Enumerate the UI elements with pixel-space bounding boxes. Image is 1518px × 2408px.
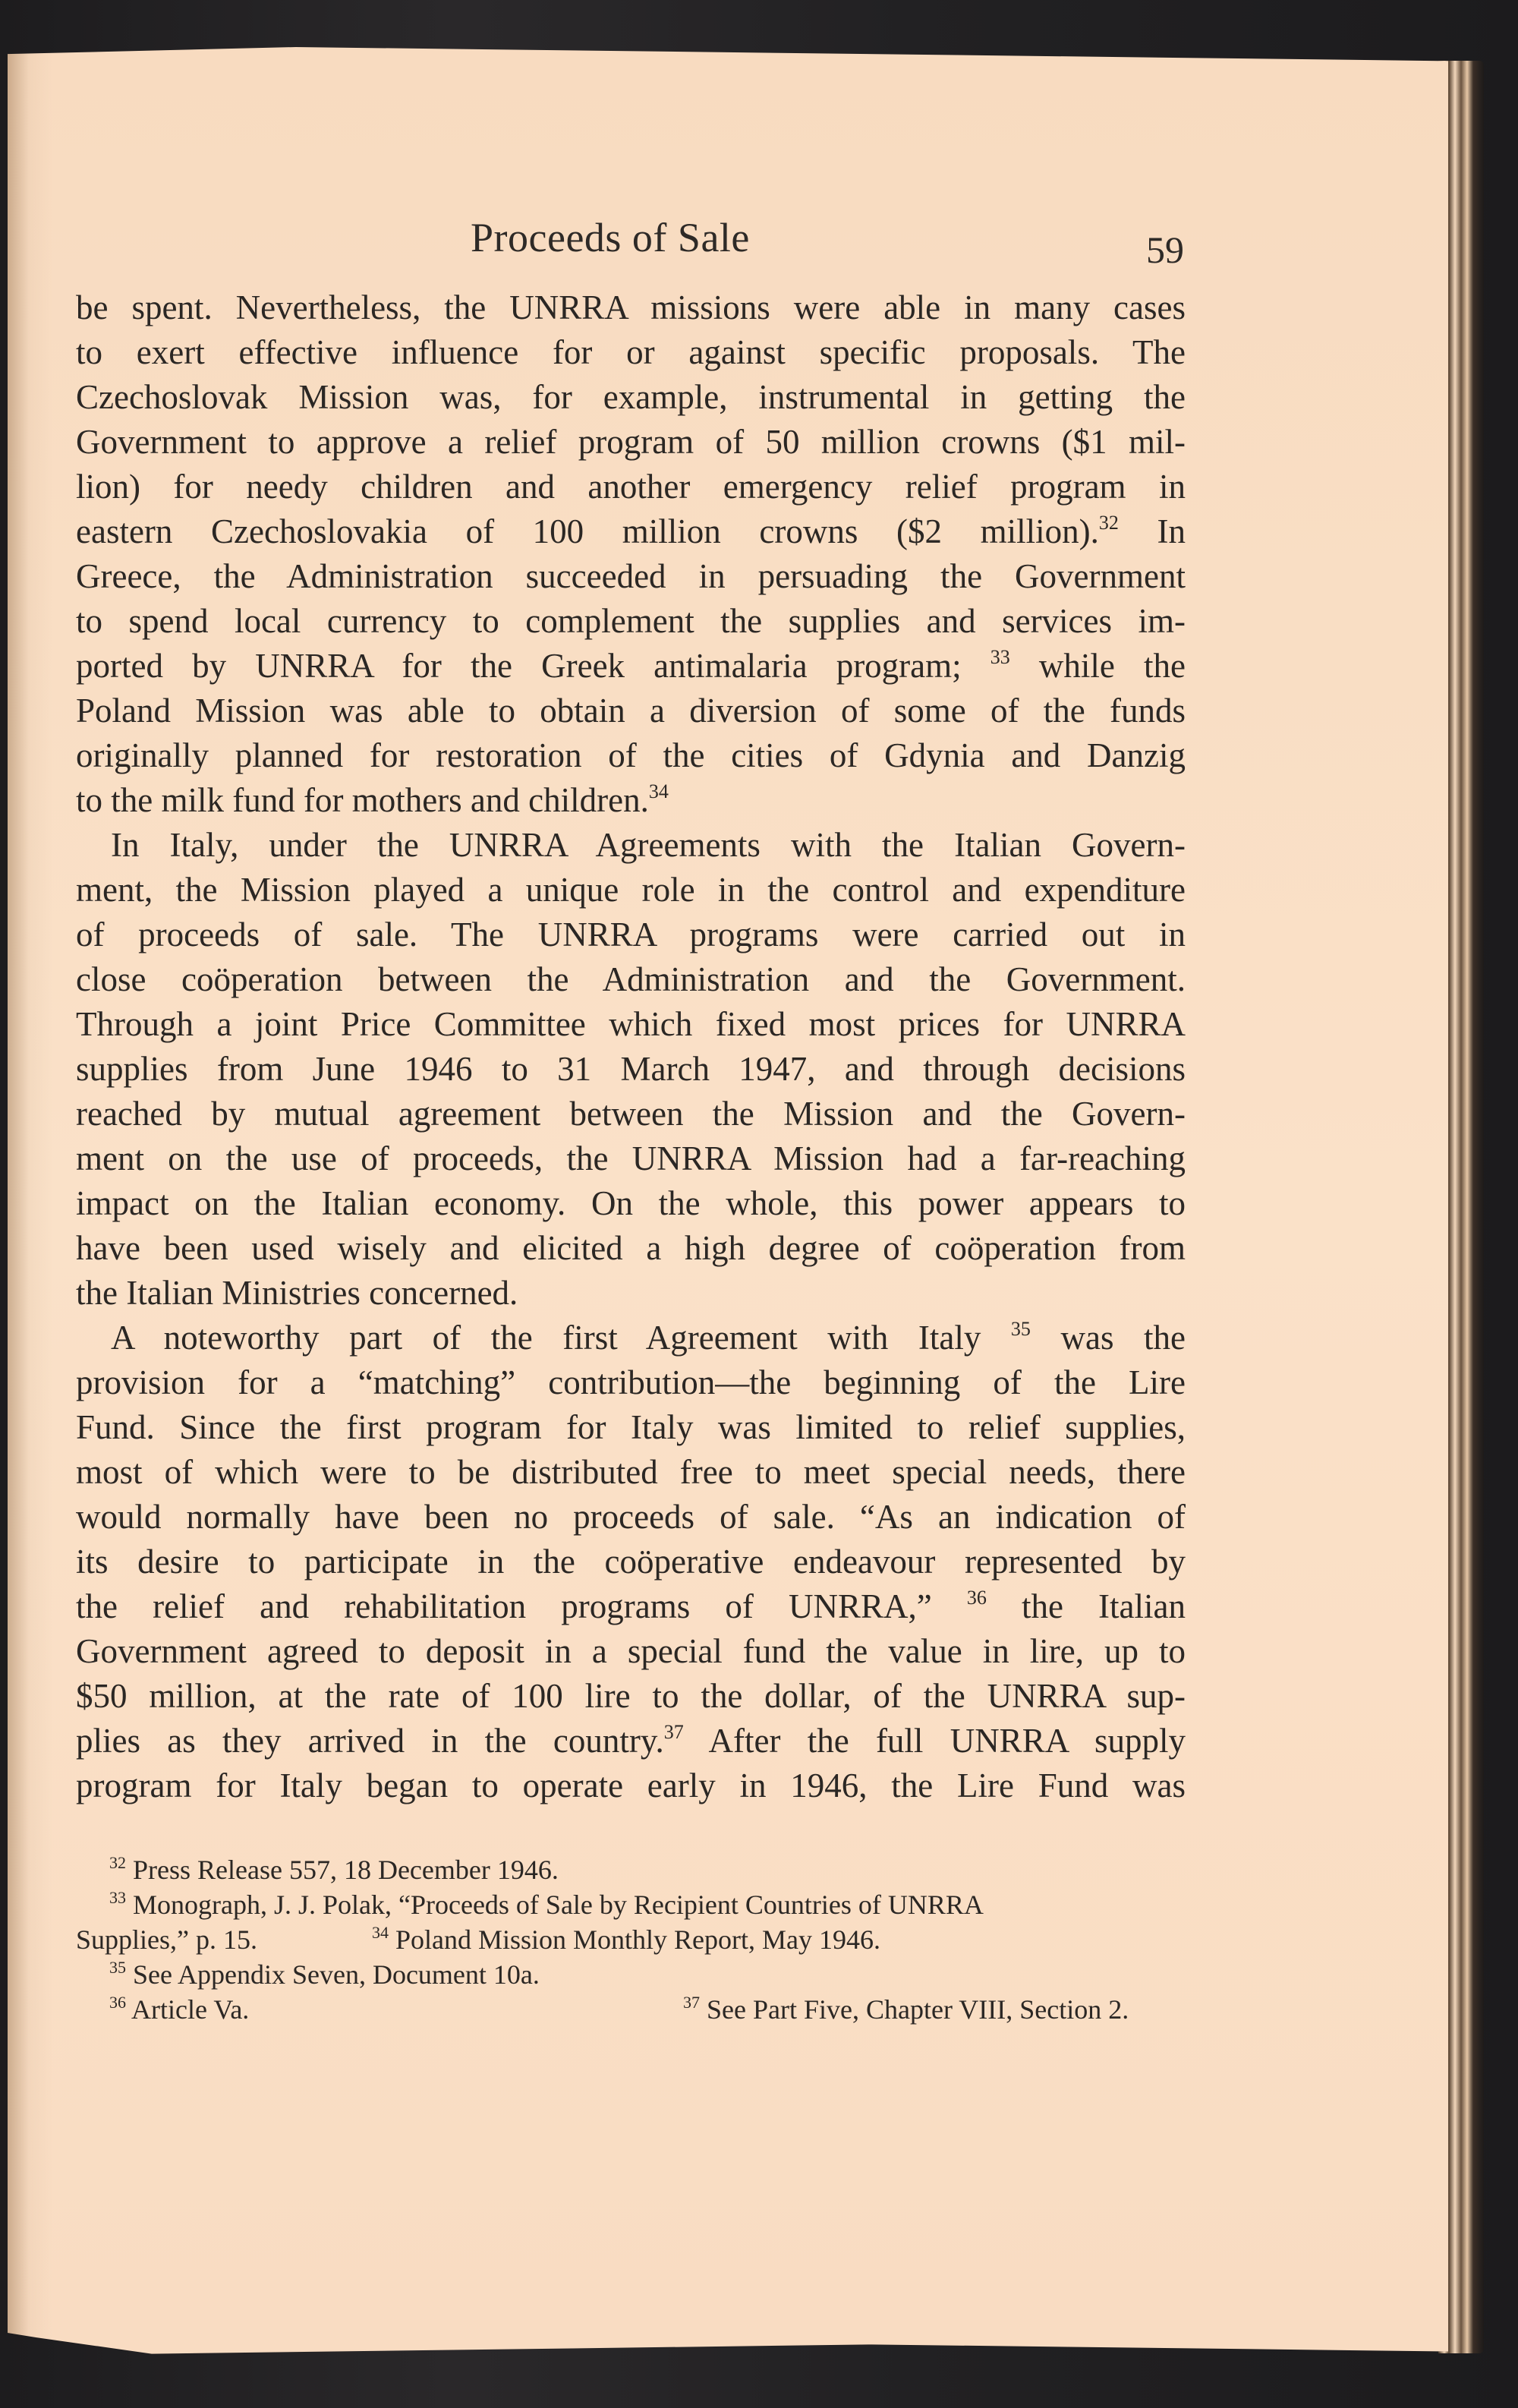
footnote-36-and-37 — [76, 1992, 1186, 2027]
text-line: the Italian Ministries concerned. — [76, 1274, 518, 1312]
footnote-text: Monograph, J. J. Polak, “Proceeds of Sale by Recipient Countries of UNRRA — [133, 1890, 984, 1920]
footnote-number: 37 — [683, 1993, 700, 2012]
footnote-number: 33 — [109, 1888, 126, 1907]
text-line — [76, 509, 1186, 554]
footnote-32 — [76, 1852, 1186, 1887]
footnote-text: Press Release 557, 18 December 1946. — [133, 1855, 559, 1885]
text-line: Czechoslovak Mission was, for example, instrumental in getting the — [76, 378, 1186, 416]
text-line — [76, 778, 1186, 823]
text-line: Greece, the Administration succeeded in persuading the Government — [76, 557, 1186, 595]
text-line: of proceeds of sale. The UNRRA programs were carried out in — [76, 916, 1186, 953]
text-line — [76, 1719, 1186, 1763]
text-span: the relief and rehabilitation programs of UNRRA,” — [76, 1587, 932, 1625]
running-head: Proceeds of Sale — [471, 215, 750, 260]
footnote-text: Poland Mission Monthly Report, May 1946. — [395, 1924, 881, 1955]
text-line: supplies from June 1946 to 31 March 1947, and through decisions — [76, 1050, 1186, 1088]
footnote-number: 34 — [372, 1923, 389, 1942]
text-line: to spend local currency to complement the supplies and services im- — [76, 602, 1186, 640]
text-span: to the milk fund for mothers and children. — [76, 781, 649, 819]
text-span: A noteworthy part of the first Agreement with Italy — [111, 1319, 981, 1357]
text-line: provision for a “matching” contribution—the beginning of the Lire — [76, 1363, 1186, 1401]
text-line: $50 million, at the rate of 100 lire to the dollar, of the UNRRA sup- — [76, 1677, 1186, 1715]
text-span: eastern Czechoslovakia of 100 million crowns ($2 million). — [76, 512, 1099, 550]
text-line: be spent. Nevertheless, the UNRRA missions were able in many cases — [76, 288, 1186, 326]
text-line: its desire to participate in the coöperative endeavour represented by — [76, 1543, 1186, 1581]
footnotes — [76, 1852, 1186, 2027]
text-span: In — [1118, 512, 1186, 550]
footnote-ref-34[interactable]: 34 — [648, 780, 669, 802]
footnote-33 — [76, 1887, 1186, 1922]
footnote-ref-36[interactable]: 36 — [966, 1587, 987, 1609]
text-line: most of which were to be distributed free to meet special needs, there — [76, 1453, 1186, 1491]
text-line: close coöperation between the Administration and the Government. — [76, 960, 1186, 998]
text-span: ported by UNRRA for the Greek antimalaria program; — [76, 647, 962, 685]
text-line: to exert effective influence for or against specific proposals. The — [76, 333, 1186, 371]
footnote-text: See Part Five, Chapter VIII, Section 2. — [707, 1994, 1129, 2025]
footnote-text: See Appendix Seven, Document 10a. — [133, 1959, 540, 1990]
text-line: Government to approve a relief program of 50 million crowns ($1 mil- — [76, 423, 1186, 461]
text-line: ment on the use of proceeds, the UNRRA Mission had a far-reaching — [76, 1139, 1186, 1177]
footnote-number: 32 — [109, 1853, 126, 1872]
text-line — [76, 1584, 1186, 1629]
text-span: was the — [1030, 1319, 1186, 1357]
text-line: Fund. Since the first program for Italy was limited to relief supplies, — [76, 1408, 1186, 1446]
footnote-35 — [76, 1957, 1186, 1992]
text-line: reached by mutual agreement between the Mission and the Govern- — [76, 1095, 1186, 1133]
footnote-number: 35 — [109, 1958, 126, 1977]
text-span: After the full UNRRA supply — [683, 1722, 1186, 1760]
footnote-number: 36 — [109, 1993, 126, 2012]
footnote-37 — [683, 1992, 1129, 2027]
text-line: originally planned for restoration of the cities of Gdynia and Danzig — [76, 736, 1186, 774]
text-line: impact on the Italian economy. On the whole, this power appears to — [76, 1184, 1186, 1222]
footnote-text: Article Va. — [131, 1994, 250, 2025]
text-line: Government agreed to deposit in a special fund the value in lire, up to — [76, 1632, 1186, 1670]
footnote-ref-35[interactable]: 35 — [1010, 1318, 1031, 1340]
text-line: would normally have been no proceeds of sale. “As an indication of — [76, 1498, 1186, 1536]
text-line: program for Italy began to operate early in 1946, the Lire Fund was — [76, 1767, 1186, 1804]
page-number: 59 — [1146, 229, 1184, 271]
text-line: Poland Mission was able to obtain a diversion of some of the funds — [76, 692, 1186, 730]
text-line: ment, the Mission played a unique role in the control and expenditure — [76, 871, 1186, 909]
text-line: In Italy, under the UNRRA Agreements with the Italian Govern- — [111, 826, 1186, 864]
text-span: plies as they arrived in the country. — [76, 1722, 664, 1760]
body-text — [76, 285, 1186, 1808]
text-line: Through a joint Price Committee which fixed most prices for UNRRA — [76, 1005, 1186, 1043]
footnote-ref-32[interactable]: 32 — [1098, 512, 1119, 534]
text-line: lion) for needy children and another emergency relief program in — [76, 468, 1186, 506]
text-line — [76, 644, 1186, 689]
footnote-33-continued-and-34 — [76, 1922, 1186, 1957]
footnote-34 — [372, 1922, 880, 1957]
text-span: the Italian — [986, 1587, 1186, 1625]
text-line — [76, 1316, 1186, 1360]
footnote-ref-37[interactable]: 37 — [663, 1721, 684, 1743]
footnote-text: Supplies,” p. 15. — [76, 1924, 257, 1955]
text-span: while the — [1009, 647, 1186, 685]
footnote-ref-33[interactable]: 33 — [990, 646, 1010, 668]
text-line: have been used wisely and elicited a high degree of coöperation from — [76, 1229, 1186, 1267]
page-header — [471, 214, 1184, 271]
